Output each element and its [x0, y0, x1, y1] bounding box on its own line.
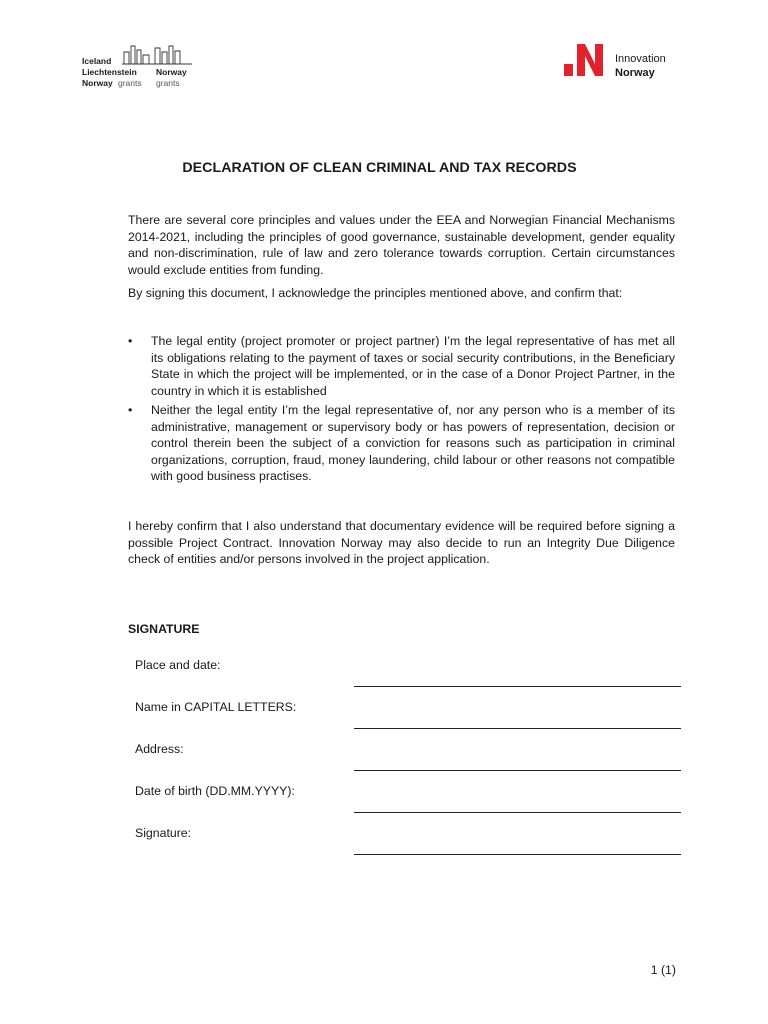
logo-norway: Norway — [156, 67, 187, 77]
document-title: DECLARATION OF CLEAN CRIMINAL AND TAX RECORDS — [182, 160, 577, 176]
signature-line[interactable] — [354, 854, 681, 855]
date-of-birth-label: Date of birth (DD.MM.YYYY): — [135, 784, 295, 798]
list-item-text: Neither the legal entity I’m the legal representative of, nor any person who is a member of its administrative, management or supervisory body or has powers of representation, decision or control therein been the subject of a conviction for reasons such as participation in criminal organizations, corruption, fraud, money laundering, child labour or other reasons not compatible with good business practises. — [151, 403, 675, 483]
list-item — [128, 333, 675, 399]
logo-iceland: Iceland — [82, 56, 112, 66]
logo-grants-2: grants — [156, 78, 180, 88]
confirmation-list — [128, 333, 675, 488]
logo-grants-1: grants — [118, 78, 142, 88]
skyline-icon — [122, 42, 202, 66]
bullet-icon: • — [128, 403, 133, 417]
innovation-norway-logo — [563, 42, 693, 82]
logo-innovation-text: Innovation — [615, 53, 666, 65]
address-label: Address: — [135, 742, 184, 756]
logo-norway-text: Norway — [615, 67, 655, 79]
innovation-norway-mark-icon — [563, 42, 607, 78]
address-line[interactable] — [354, 770, 681, 771]
date-of-birth-line[interactable] — [354, 812, 681, 813]
name-capitals-line[interactable] — [354, 728, 681, 729]
signature-label: Signature: — [135, 826, 192, 840]
eea-norway-grants-logo — [82, 42, 202, 90]
acknowledge-paragraph: By signing this document, I acknowledge the principles mentioned above, and confirm that: — [128, 286, 623, 300]
intro-paragraph: There are several core principles and values under the EEA and Norwegian Financial Mechanisms 2014-2021, including the principles of good governance, sustainable development, gender equality and non-discrimination, rule of law and zero tolerance towards corruption. Certain circumstances would exclude entities from funding. — [128, 213, 675, 277]
name-capitals-label: Name in CAPITAL LETTERS: — [135, 700, 297, 714]
list-item-text: The legal entity (project promoter or project partner) I’m the legal representative of has met all its obligations relating to the payment of taxes or social security contributions, in the Beneficiary State in which the project will be implemented, or in the case of a Donor Project Partner, in the country in which it is established — [151, 334, 675, 398]
place-date-line[interactable] — [354, 686, 681, 687]
signature-heading: SIGNATURE — [128, 622, 200, 636]
place-date-label: Place and date: — [135, 658, 221, 672]
logo-liechtenstein: Liechtenstein — [82, 67, 137, 77]
bullet-icon: • — [128, 334, 133, 348]
confirm-paragraph: I hereby confirm that I also understand that documentary evidence will be required before signing a possible Project Contract. Innovation Norway may also decide to run an Integrity Due Diligence check of entities and/or persons involved in the project application. — [128, 519, 675, 566]
page-number: 1 (1) — [650, 963, 676, 977]
logo-norway-grants: Norway — [82, 78, 113, 88]
list-item — [128, 402, 675, 485]
